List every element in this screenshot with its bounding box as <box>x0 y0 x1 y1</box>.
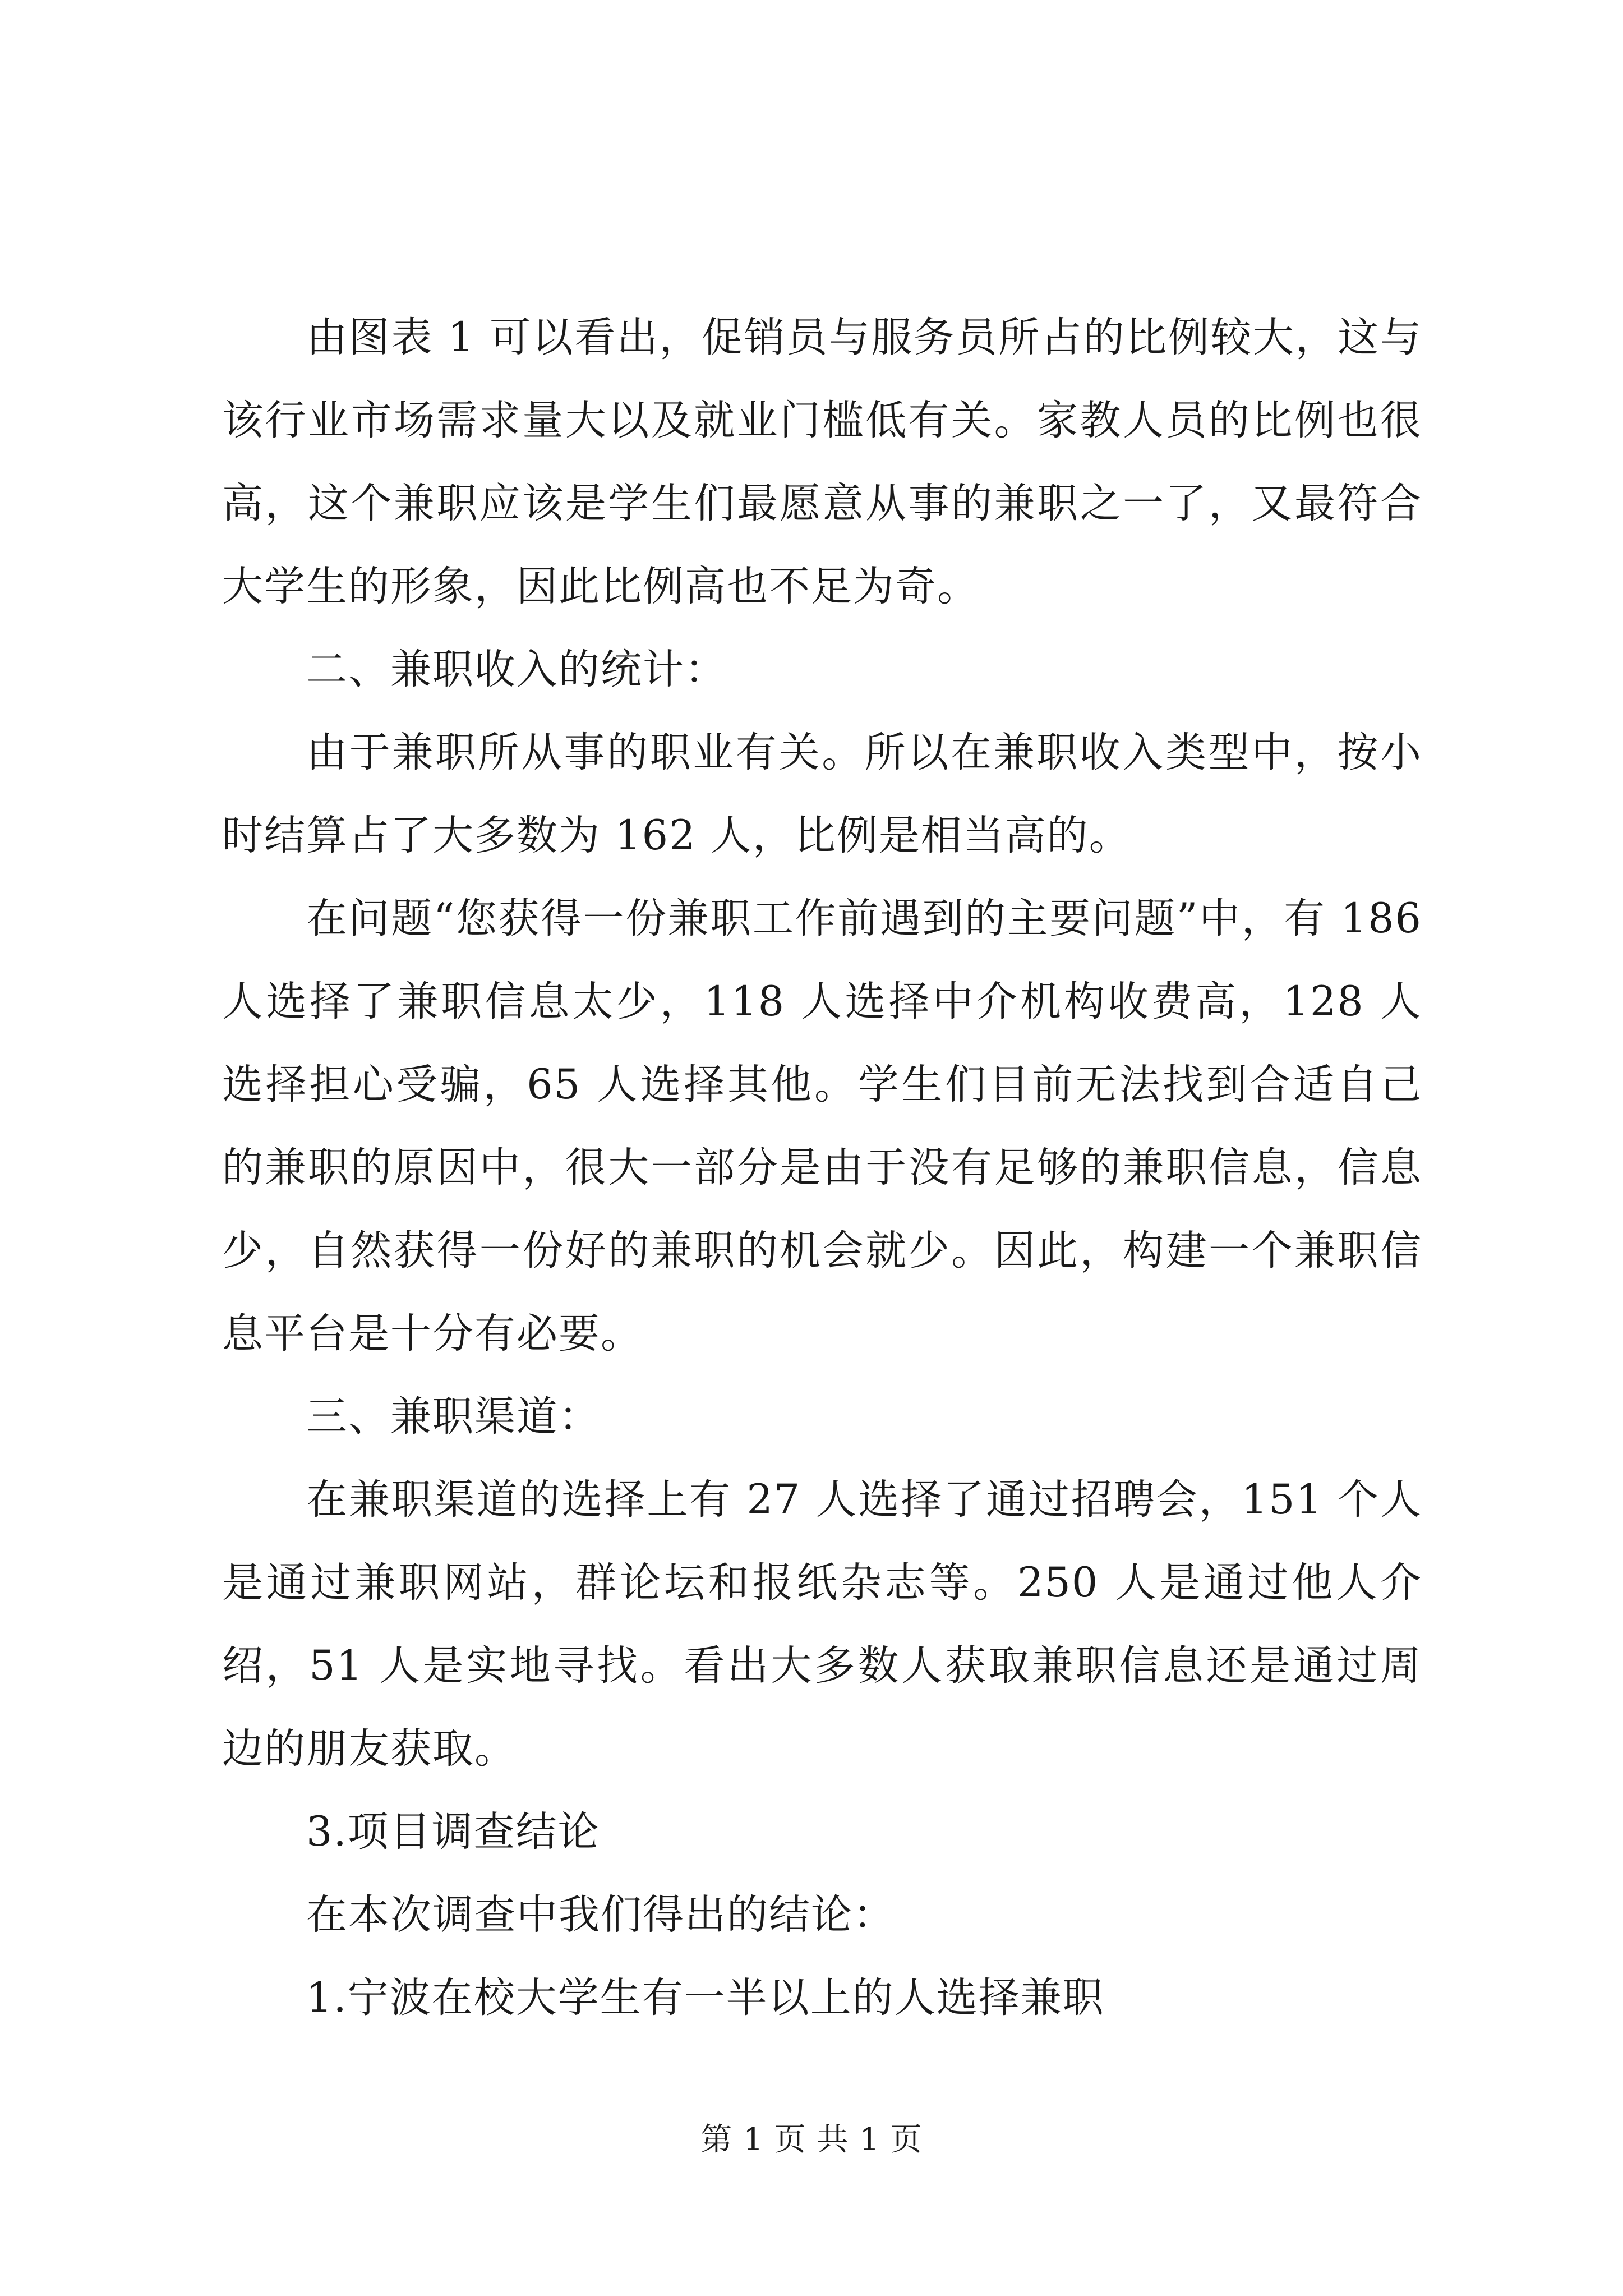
paragraph-channels: 在兼职渠道的选择上有 27 人选择了通过招聘会，151 个人是通过兼职网站，群论坛和报纸杂志等。250 人是通过他人介绍，51 人是实地寻找。看出大多数人获取兼职信息还是通过周边的朋友获取。 <box>222 1476 1422 1773</box>
paragraph-income: 由于兼职所从事的职业有关。所以在兼职收入类型中，按小时结算占了大多数为 162 人，比例是相当高的。 <box>222 729 1422 859</box>
section-heading-income: 二、兼职收入的统计： <box>306 646 727 693</box>
paragraph-problems: 在问题“您获得一份兼职工作前遇到的主要问题”中，有 186 人选择了兼职信息太少，118 人选择中介机构收费高，128 人选择担心受骗，65 人选择其他。学生们目前无法找到合适自己的兼职的原因中，很大一部分是由于没有足够的兼职信息，信息少，自然获得一份好的兼职的机会就少。因此，构建一个兼职信息平台是十分有必要。 <box>222 895 1422 1358</box>
section-heading-channels: 三、兼职渠道： <box>306 1393 601 1441</box>
document-body <box>222 296 1422 2040</box>
paragraph-conclusion-item-1: 1.宁波在校大学生有一半以上的人选择兼职 <box>306 1974 1105 2022</box>
page-number-footer: 第 1 页 共 1 页 <box>700 2122 923 2158</box>
section-heading-conclusion: 3.项目调查结论 <box>306 1808 600 1856</box>
paragraph-conclusion-intro: 在本次调查中我们得出的结论： <box>306 1891 895 1939</box>
paragraph-chart-analysis: 由图表 1 可以看出，促销员与服务员所占的比例较大，这与该行业市场需求量大以及就业门槛低有关。家教人员的比例也很高，这个兼职应该是学生们最愿意从事的兼职之一了，又最符合大学生的形象，因此比例高也不足为奇。 <box>222 314 1422 610</box>
